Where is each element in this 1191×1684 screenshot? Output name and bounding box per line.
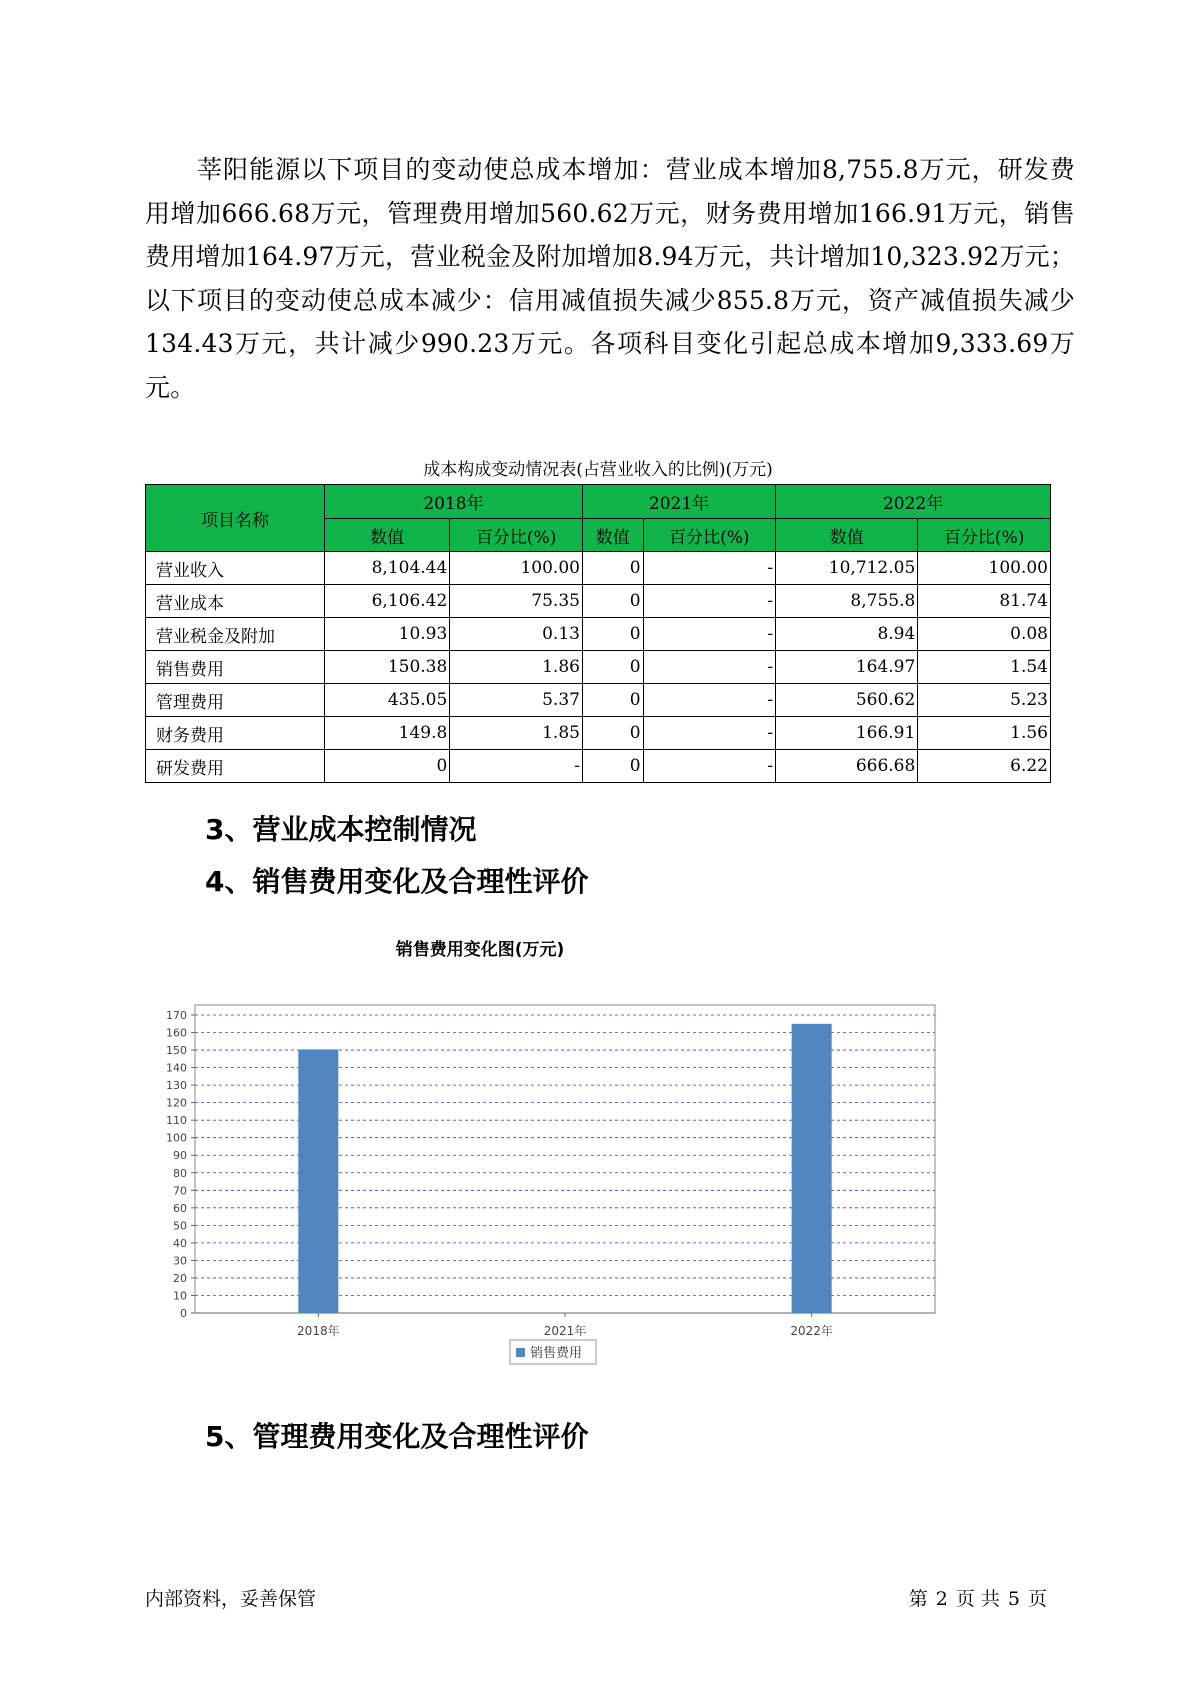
- year-header-2022: 2022年: [776, 485, 1051, 519]
- value-cell: 6,106.42: [325, 585, 450, 618]
- percent-cell: -: [643, 618, 776, 651]
- x-tick-label: 2018年: [297, 1324, 340, 1338]
- y-tick-label: 140: [166, 1061, 187, 1075]
- y-tick-label: 20: [173, 1271, 187, 1285]
- y-tick-label: 0: [180, 1307, 187, 1320]
- x-tick-label: 2021年: [543, 1324, 587, 1338]
- table-row: [146, 552, 1051, 585]
- percent-cell: -: [643, 552, 776, 585]
- row-item-name: 管理费用: [146, 684, 325, 717]
- y-tick-label: 10: [173, 1289, 187, 1303]
- percent-cell: 0.13: [450, 618, 583, 651]
- cost-structure-table: [145, 484, 1051, 783]
- percent-cell: -: [643, 651, 776, 684]
- value-header: 数值: [582, 519, 643, 552]
- percent-header: 百分比(%): [918, 519, 1051, 552]
- sales-expense-chart: [160, 935, 1020, 1395]
- value-cell: 8.94: [776, 618, 918, 651]
- legend-swatch: [516, 1348, 525, 1357]
- value-cell: 0: [582, 750, 643, 783]
- section-heading-5: 5、管理费用变化及合理性评价: [205, 1420, 589, 1453]
- y-tick-label: 50: [173, 1219, 187, 1233]
- value-cell: 166.91: [776, 717, 918, 750]
- chart-svg: [160, 935, 1020, 1395]
- footer-confidential-note: 内部资料，妥善保管: [145, 1588, 317, 1610]
- table-row: [146, 750, 1051, 783]
- bar-1: [298, 1049, 338, 1313]
- bar-3: [792, 1024, 832, 1313]
- year-header-2018: 2018年: [325, 485, 583, 519]
- y-tick-label: 150: [166, 1044, 187, 1058]
- row-item-name: 营业收入: [146, 552, 325, 585]
- value-cell: 0: [582, 684, 643, 717]
- value-cell: 0: [582, 717, 643, 750]
- value-cell: 164.97: [776, 651, 918, 684]
- value-cell: 435.05: [325, 684, 450, 717]
- value-cell: 149.8: [325, 717, 450, 750]
- value-cell: 8,755.8: [776, 585, 918, 618]
- legend-label: 销售费用: [530, 1346, 583, 1361]
- percent-header: 百分比(%): [450, 519, 583, 552]
- row-item-name: 营业成本: [146, 585, 325, 618]
- percent-cell: 5.37: [450, 684, 583, 717]
- percent-cell: -: [450, 750, 583, 783]
- page-total: 5: [1007, 1588, 1020, 1610]
- value-cell: 0: [325, 750, 450, 783]
- y-tick-label: 40: [173, 1236, 187, 1250]
- value-cell: 0: [582, 552, 643, 585]
- footer-page-number: [905, 1584, 1051, 1611]
- value-cell: 0: [582, 651, 643, 684]
- page-suffix: 页: [1027, 1588, 1047, 1610]
- percent-cell: 100.00: [450, 552, 583, 585]
- row-item-name: 销售费用: [146, 651, 325, 684]
- y-tick-label: 120: [166, 1096, 187, 1110]
- value-cell: 10,712.05: [776, 552, 918, 585]
- section-heading-4: 4、销售费用变化及合理性评价: [205, 865, 589, 898]
- y-tick-label: 160: [166, 1026, 187, 1040]
- table-row: [146, 684, 1051, 717]
- year-header-2021: 2021年: [582, 485, 775, 519]
- x-tick-label: 2022年: [790, 1324, 833, 1338]
- row-item-name: 研发费用: [146, 750, 325, 783]
- table-row: [146, 717, 1051, 750]
- percent-header: 百分比(%): [643, 519, 776, 552]
- y-tick-label: 80: [173, 1166, 187, 1180]
- value-cell: 560.62: [776, 684, 918, 717]
- row-item-name: 营业税金及附加: [146, 618, 325, 651]
- section-heading-3: 3、营业成本控制情况: [205, 813, 477, 846]
- y-tick-label: 60: [173, 1201, 187, 1215]
- value-cell: 0: [582, 618, 643, 651]
- body-paragraph: 莘阳能源以下项目的变动使总成本增加：营业成本增加8,755.8万元，研发费用增加666.68万元，管理费用增加560.62万元，财务费用增加166.91万元，销售费用增加164.97万元，营业税金及附加增加8.94万元，共计增加10,323.92万元；以下项目的变动使总成本减少：信用减值损失减少855.8万元，资产减值损失减少134.43万元，共计减少990.23万元。各项科目变化引起总成本增加9,333.69万元。: [145, 155, 1075, 402]
- percent-cell: 1.56: [918, 717, 1051, 750]
- table-row: [146, 651, 1051, 684]
- cost-table-body: [146, 552, 1051, 783]
- y-tick-label: 90: [173, 1149, 187, 1163]
- y-tick-label: 130: [166, 1079, 187, 1093]
- percent-cell: 5.23: [918, 684, 1051, 717]
- page-current: 2: [935, 1588, 948, 1610]
- percent-cell: 1.86: [450, 651, 583, 684]
- row-item-name: 财务费用: [146, 717, 325, 750]
- percent-cell: -: [643, 717, 776, 750]
- page-prefix: 第: [908, 1588, 928, 1610]
- percent-cell: 1.54: [918, 651, 1051, 684]
- value-header: 数值: [325, 519, 450, 552]
- percent-cell: -: [643, 750, 776, 783]
- percent-cell: 75.35: [450, 585, 583, 618]
- table-row: [146, 618, 1051, 651]
- percent-cell: 0.08: [918, 618, 1051, 651]
- percent-cell: 1.85: [450, 717, 583, 750]
- item-name-header: 项目名称: [146, 485, 325, 552]
- value-cell: 150.38: [325, 651, 450, 684]
- chart-title: 销售费用变化图(万元): [395, 940, 565, 960]
- value-cell: 0: [582, 585, 643, 618]
- y-tick-label: 170: [166, 1009, 187, 1022]
- y-tick-label: 100: [166, 1131, 187, 1145]
- y-tick-label: 70: [173, 1184, 187, 1198]
- percent-cell: 6.22: [918, 750, 1051, 783]
- y-tick-label: 110: [166, 1114, 187, 1128]
- percent-cell: -: [643, 585, 776, 618]
- value-cell: 666.68: [776, 750, 918, 783]
- percent-cell: -: [643, 684, 776, 717]
- page-mid: 页 共: [955, 1588, 1000, 1610]
- y-tick-label: 30: [173, 1254, 187, 1268]
- percent-cell: 81.74: [918, 585, 1051, 618]
- table-caption: 成本构成变动情况表(占营业收入的比例)(万元): [423, 460, 773, 480]
- value-header: 数值: [776, 519, 918, 552]
- table-row: [146, 585, 1051, 618]
- percent-cell: 100.00: [918, 552, 1051, 585]
- value-cell: 10.93: [325, 618, 450, 651]
- value-cell: 8,104.44: [325, 552, 450, 585]
